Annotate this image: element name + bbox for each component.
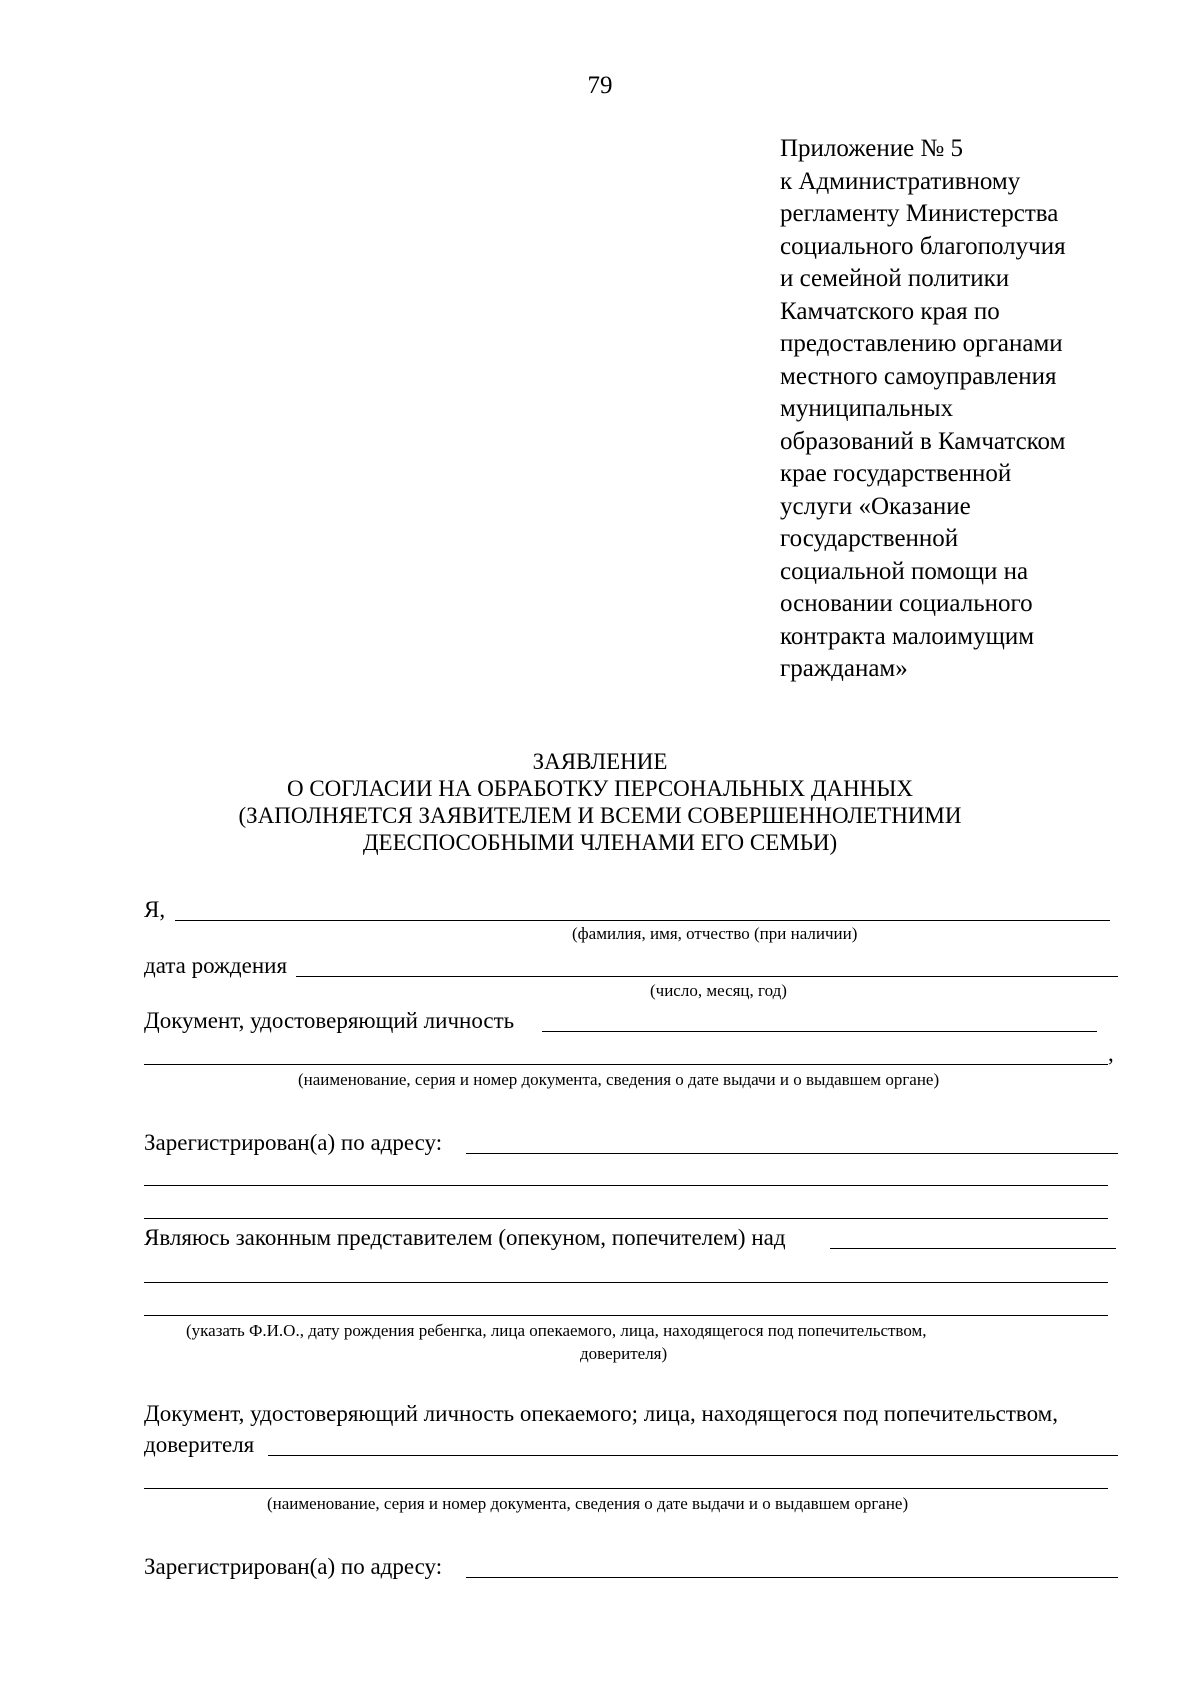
appendix-line: предоставлению органами [780,330,1063,357]
appendix-header [780,133,1180,686]
representative-hint-line-2: доверителя) [580,1344,668,1363]
ward-address-label: Зарегистрирован(а) по адресу: [144,1554,443,1579]
title-line-1: ЗАЯВЛЕНИЕ [532,749,668,774]
document-title [0,748,1200,856]
ward-document-hint: (наименование, серия и номер документа, сведения о дате выдачи и о выдавшем органе) [267,1494,909,1513]
appendix-line: местного самоуправления [780,362,1057,390]
appendix-line: муниципальных [780,395,954,422]
id-document-comma: , [1108,1041,1114,1066]
appendix-line: социального благополучия [780,232,1066,260]
address-label: Зарегистрирован(а) по адресу: [144,1130,443,1155]
title-line-3: (ЗАПОЛНЯЕТСЯ ЗАЯВИТЕЛЕМ И ВСЕМИ СОВЕРШЕННОЛЕТНИМИ [238,803,962,828]
address-field-line-2[interactable] [144,1185,1108,1186]
appendix-line: образований в Камчатском [780,427,1066,455]
appendix-line: и семейной политики [780,265,1010,292]
appendix-line: государственной [780,525,959,552]
title-line-2: О СОГЛАСИИ НА ОБРАБОТКУ ПЕРСОНАЛЬНЫХ ДАННЫХ [286,776,914,801]
birth-date-field[interactable] [296,976,1118,977]
ward-address-field[interactable] [466,1577,1118,1578]
representative-label: Являюсь законным представителем (опекуном, попечителем) над [144,1225,786,1250]
birth-date-label: дата рождения [144,953,288,978]
id-document-hint: (наименование, серия и номер документа, сведения о дате выдачи и о выдавшем органе) [298,1070,940,1089]
fio-hint: (фамилия, имя, отчество (при наличии) [572,924,858,943]
address-field[interactable] [466,1153,1118,1154]
ward-document-field[interactable] [268,1455,1118,1456]
ward-document-label-line-1: Документ, удостоверяющий личность опекаемого; лица, находящегося под попечительством, [144,1401,1058,1426]
id-document-label: Документ, удостоверяющий личность [144,1008,515,1033]
page-number: 79 [587,72,613,99]
representative-field[interactable] [830,1248,1116,1249]
id-document-field-line-2[interactable] [144,1064,1108,1065]
appendix-line: гражданам» [780,655,908,682]
appendix-line: к Административному [780,167,1021,195]
ya-label: Я, [144,897,166,922]
ward-document-field-line-2[interactable] [144,1488,1108,1489]
appendix-line: основании социального [780,590,1033,617]
appendix-line: социальной помощи на [780,557,1029,585]
title-line-4: ДЕЕСПОСОБНЫМИ ЧЛЕНАМИ ЕГО СЕМЬИ) [362,830,838,855]
representative-field-line-3[interactable] [144,1315,1108,1316]
address-field-line-3[interactable] [144,1218,1108,1219]
appendix-line: Камчатского края по [780,297,1000,325]
appendix-line: регламенту Министерства [780,200,1059,227]
representative-hint-line-1: (указать Ф.И.О., дату рождения ребенгка, лица опекаемого, лица, находящегося под попечительством, [186,1321,927,1340]
id-document-field[interactable] [542,1031,1097,1032]
appendix-line: контракта малоимущим [780,622,1035,650]
birth-date-hint: (число, месяц, год) [650,981,787,1000]
representative-field-line-2[interactable] [144,1282,1108,1283]
appendix-line: Приложение № 5 [780,135,964,162]
ward-document-label-line-2: доверителя [144,1432,255,1457]
fio-field[interactable] [175,920,1110,921]
appendix-line: услуги «Оказание [780,492,971,520]
appendix-line: крае государственной [780,460,1012,487]
